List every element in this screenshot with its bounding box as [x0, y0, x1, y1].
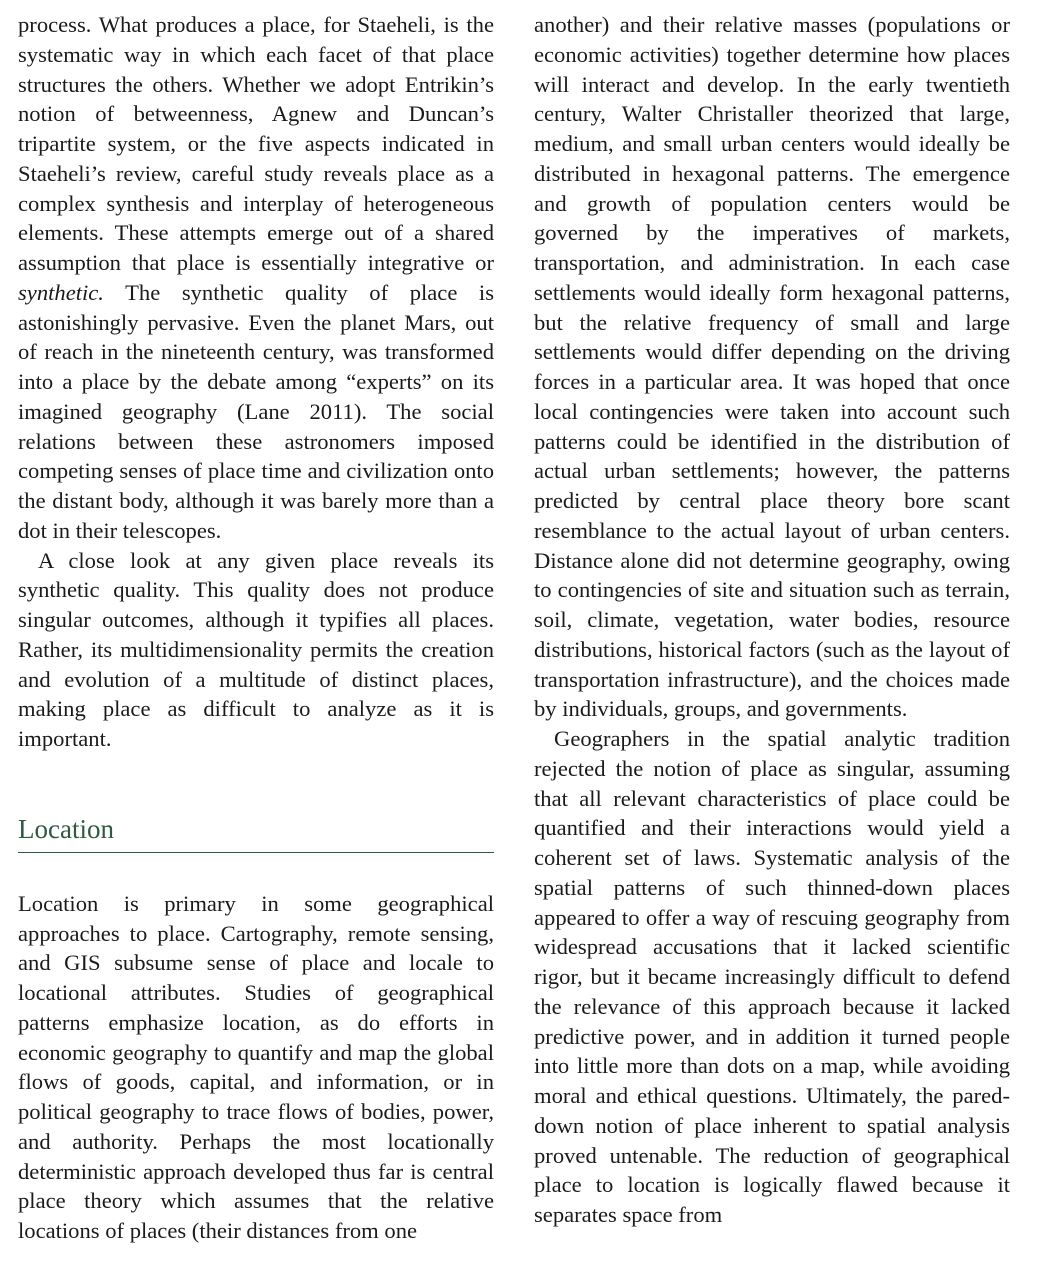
paragraph-text: The synthetic quality of place is astonishingly pervasive. Even the planet Mars, out of reach in the nineteenth century, was transformed into a place by the debate among “experts” on its imagined geography (Lane 2011). The social relations between these astronomers imposed competing senses of place time and civilization onto the distant body, although it was barely more than a dot in their telescopes.	[18, 279, 494, 543]
italic-term-synthetic: synthetic.	[18, 279, 104, 305]
paragraph-central-place-theory: another) and their relative masses (populations or economic activities) together determine how places will interact and develop. In the early twentieth century, Walter Christaller theorized that large, medium, and small urban centers would ideally be distributed in hexagonal patterns. The emergence and growth of population centers would be governed by the imperatives of markets, transportation, and administration. In each case settlements would ideally form hexagonal patterns, but the relative frequency of small and large settlements would differ depending on the driving forces in a particular area. It was hoped that once local contingencies were taken into account such patterns could be identified in the distribution of actual urban settlements; however, the patterns predicted by central place theory bore scant resemblance to the actual layout of urban centers. Distance alone did not determine geography, owing to contingencies of site and situation such as terrain, soil, climate, vegetation, water bodies, resource distributions, historical factors (such as the layout of transportation infrastructure), and the choices made by individuals, groups, and governments.	[534, 12, 1010, 722]
paragraph-text: process. What produces a place, for Staeheli, is the systematic way in which each facet of that place structures the others. Whether we adopt Entrikin’s notion of betweenness, Agnew and Duncan’s tripartite system, or the five aspects indicated in Staeheli’s review, careful study reveals place as a complex synthesis and interplay of heterogeneous elements. These attempts emerge out of a shared assumption that place is essentially integrative or	[18, 12, 494, 275]
left-column	[18, 10, 494, 1246]
paragraph-close-look: A close look at any given place reveals its synthetic quality. This quality does not produce singular outcomes, although it typifies all places. Rather, its multidimensionality permits the creation and evolution of a multitude of distinct places, making place as difficult to analyze as it is important.	[18, 547, 494, 751]
section-heading-location: Location	[18, 812, 494, 853]
paragraph-synthetic-place	[18, 10, 494, 546]
paragraph-location-primary: Location is primary in some geographical approaches to place. Cartography, remote sensing, and GIS subsume sense of place and locale to locational attributes. Studies of geographical patterns emphasize location, as do efforts in economic geography to quantify and map the global flows of goods, capital, and information, or in political geography to trace flows of bodies, power, and authority. Perhaps the most locationally deterministic approach developed thus far is central place theory which assumes that the relative locations of places (their distances from one	[18, 890, 494, 1243]
paragraph-spatial-analytic: Geographers in the spatial analytic tradition rejected the notion of place as singular, assuming that all relevant characteristics of place could be quantified and their interactions would yield a coherent set of laws. Systematic analysis of the spatial patterns of such thinned-down places appeared to offer a way of rescuing geography from widespread accusations that it lacked scientific rigor, but it became increasingly difficult to defend the relevance of this approach because it lacked predictive power, and in addition it turned people into little more than dots on a map, while avoiding moral and ethical questions. Ultimately, the pared-down notion of place inherent to spatial analysis proved untenable. The reduction of geographical place to location is logically flawed because it separates space from	[534, 726, 1010, 1227]
right-column	[534, 10, 1010, 1230]
